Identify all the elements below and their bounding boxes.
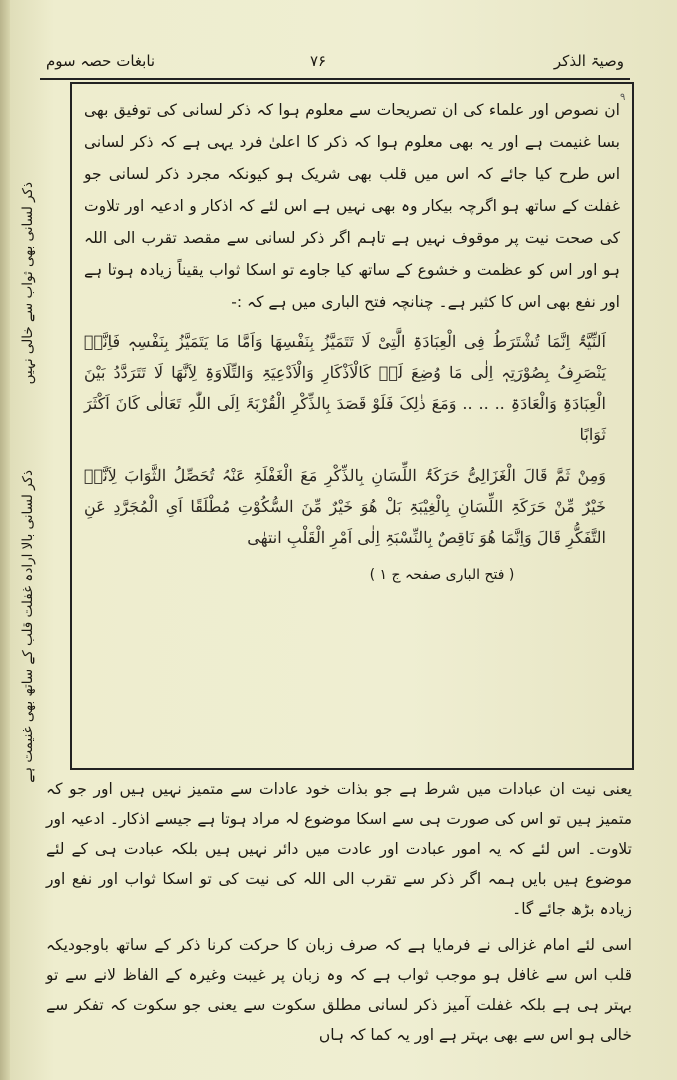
arabic-quote-2: وَمِنْ ثَمَّ قَالَ الْغَزَالِیُّ حَرَکَۃُ اللِّسَانِ بِالذِّکْرِ مَعَ الْغَفْلَۃِ عَنْہُ تُحَصِّلُ الثَّوَابَ لِاَنَّہٗ خَیْرٌ مِّنْ حَرَکَۃِ اللِّسَانِ بِالْغِیْبَۃِ بَلْ ھُوَ خَیْرٌ مِّنَ السُّکُوْتِ مُطْلَقًا اَیِ الْمُجَرَّدِ عَنِ التَّفَکُّرِ قَالَ وَاِنَّمَا ھُوَ نَاقِصٌ بِالنِّسْبَۃِ اِلٰی اَمْرِ الْقَلْبِ انتھٰی <box>84 466 606 547</box>
corner-mark: ۹ <box>620 92 626 103</box>
margin-note-2: ذکر لسانی بالا ارادہ غفلت قلب کے ساتھ بھی غنیمت ہے <box>20 470 36 783</box>
translation-paragraph-2: اسی لئے امام غزالی نے فرمایا ہے کہ صرف زبان کا حرکت کرنا ذکر کے ساتھ باوجودیکہ قلب اس سے غافل ہو موجب ثواب ہے کہ وہ زبان پر غیبت وغیرہ کے الفاظ لانے سے تو بہتر ہی ہے بلکہ غفلت آمیز ذکر لسانی مطلق سکوت سے یعنی جو سکوت کہ تفکر سے خالی ہو اس سے بھی بہتر ہے اور یہ کما کہ ہاں <box>46 936 632 1044</box>
header-book-title: نابغات حصہ سوم <box>46 52 156 70</box>
translation-paragraph-1: یعنی نیت ان عبادات میں شرط ہے جو بذات خود عادات سے متمیز نہیں ہیں اور جو کہ متمیز ہیں تو اس کی صورت ہی سے اسکا موضوع لہ مراد ہوتا ہے جیسے اذکار۔ ادعیہ اور تلاوت۔ اس لئے کہ یہ امور عبادت اور عادت میں دائر نہیں ہیں بلکہ عبادت ہی کے لئے موضوع ہیں بایں ہمہ اگر ذکر سے تقرب الی اللہ کی نیت کی تو اسکا ثواب اور نفع اور زیادہ بڑھ جائے گا۔ <box>46 780 632 918</box>
page-spine <box>0 0 10 1080</box>
translation-text <box>46 774 632 1050</box>
arabic-quote-1: اَلنِّیَّۃُ اِنَّمَا تُشْتَرَطُ فِی الْعِبَادَۃِ الَّتِیْ لَا تَتَمَیَّزُ بِنَفْسِھَا وَاَمَّا مَا یَتَمَیَّزُ بِنَفْسِہٖ فَاِنَّہٗ یَنْصَرِفُ بِصُوْرَتِہٖ اِلٰی مَا وُضِعَ لَہٗ کَالْاَذْکَارِ وَالْاَدْعِیَۃِ وَالتِّلَاوَۃِ لِاَنَّھَا لَا تَتَرَدَّدُ بَیْنَ الْعِبَادَۃِ وَالْعَادَۃِ .. .. .. وَمَعَ ذٰلِکَ فَلَوْ قَصَدَ بِالذِّکْرِ الْقُرْبَۃَ اِلَی اللّٰہِ تَعَالٰی کَانَ اَکْثَرَ ثَوَابًا <box>84 332 607 444</box>
intro-paragraph: ان نصوص اور علماء کی ان تصریحات سے معلوم ہوا کہ ذکر لسانی کی توفیق بھی بسا غنیمت ہے اور یہ بھی معلوم ہوا کہ ذکر کا اعلیٰ فرد یہی ہے کہ ذکر لسانی اس طرح کیا جائے کہ اس میں قلب بھی شریک ہو کیونکہ مجرد ذکر لسانی جو غفلت کے ساتھ ہو اگرچہ بیکار وہ بھی نہیں ہے اس لئے کہ اذکار و ادعیہ اور تلاوت کی صحت نیت پر موقوف نہیں ہے تاہم اگر ذکر لسانی سے مقصد تقرب الی اللہ ہو اور اس کو عظمت و خشوع کے ساتھ کیا جاوے تو اسکا ثواب یقیناً زیادہ ہوتا ہے اور نفع بھی اس کا کثیر ہے۔ چنانچہ فتح الباری میں ہے کہ :- <box>84 101 620 311</box>
page-number: ۷۶ <box>310 52 327 70</box>
framed-body-text <box>84 94 620 583</box>
running-header <box>40 52 630 80</box>
margin-note-1: ذکر لسانی بھی ثواب سے خالی نہیں <box>20 182 36 385</box>
citation-reference: ( فتح الباری صفحہ ج ۱ ) <box>369 567 515 583</box>
header-chapter-title: وصیۃ الذکر <box>553 52 624 70</box>
